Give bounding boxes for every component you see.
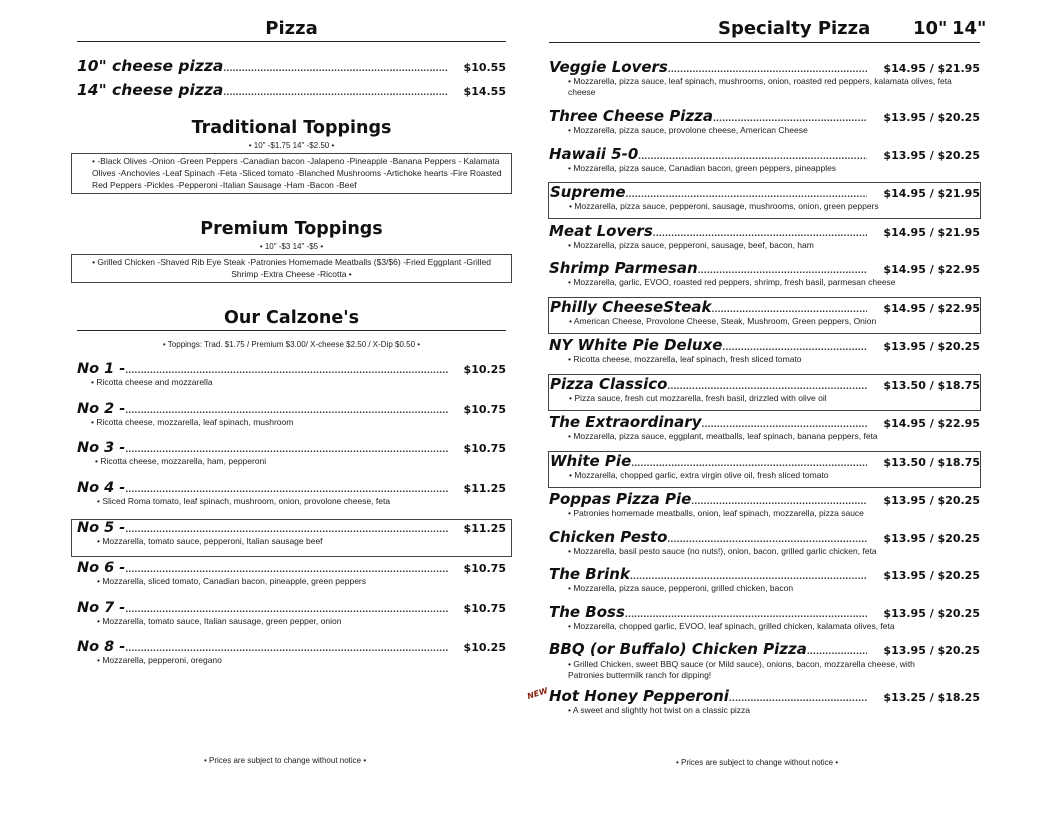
list-item [71, 519, 512, 557]
item-description: • Mozzarella, sliced tomato, Canadian bacon, pineapple, green peppers [97, 576, 367, 586]
item-description: • American Cheese, Provolone Cheese, Steak, Mushroom, Green peppers, Onion [569, 315, 877, 326]
traditional-toppings-prices: • 10" -$1.75 14" -$2.50 • [248, 141, 335, 150]
dot-leader [626, 189, 868, 200]
dot-leader [807, 646, 868, 657]
list-item [549, 145, 980, 183]
item-description: • Mozzarella, pizza sauce, pepperoni, sausage, beef, bacon, ham [568, 239, 814, 250]
item-description: • Ricotta cheese, mozzarella, ham, pepperoni [95, 456, 267, 466]
item-description: • Mozzarella, pizza sauce, eggplant, meatballs, leaf spinach, banana peppers, feta [568, 431, 878, 441]
item-price: $10.55 [463, 61, 506, 74]
item-description: • A sweet and slightly hot twist on a classic pizza [568, 705, 751, 715]
item-name: Meat Lovers [549, 221, 653, 240]
item-name: The Brink [549, 565, 630, 583]
item-name: White Pie [550, 451, 632, 470]
list-item [548, 182, 981, 219]
item-price: $14.95 / $21.95 [883, 225, 980, 239]
list-item [77, 401, 506, 441]
dot-leader [630, 571, 867, 582]
list-item [549, 222, 980, 260]
dot-leader [667, 534, 867, 545]
dot-leader [711, 304, 867, 315]
item-price: $13.95 / $20.25 [883, 494, 980, 507]
dot-leader [698, 265, 868, 276]
item-price: $13.95 / $20.25 [883, 148, 980, 162]
item-name: Philly CheeseSteak [550, 297, 712, 316]
item-name: 10" cheese pizza [77, 57, 224, 75]
item-description: • Mozzarella, chopped garlic, extra virgin olive oil, fresh sliced tomato [569, 469, 829, 480]
premium-toppings-heading: Premium Toppings [200, 219, 383, 239]
item-price: $14.95 / $22.95 [883, 263, 980, 276]
list-item [549, 58, 980, 107]
list-item [549, 107, 980, 145]
item-price: $14.55 [463, 85, 506, 98]
list-item [549, 565, 980, 603]
item-price: $14.95 / $22.95 [883, 417, 980, 430]
list-item [549, 640, 980, 687]
dot-leader [125, 365, 447, 376]
size-10-label: 10" [913, 18, 948, 39]
dot-leader [691, 496, 867, 507]
item-name: No 7 - [77, 599, 126, 616]
dot-leader [125, 604, 447, 615]
item-description: • Mozzarella, tomato sauce, Italian sausage, green pepper, onion [97, 615, 342, 626]
dot-leader [631, 458, 867, 469]
list-item [549, 413, 980, 451]
item-price: $13.95 / $20.25 [883, 340, 980, 353]
item-description: • Ricotta cheese, mozzarella, leaf spinach, fresh sliced tomato [568, 354, 802, 364]
footer-note-right: • Prices are subject to change without notice • [676, 758, 839, 767]
item-name: BBQ (or Buffalo) Chicken Pizza [549, 640, 807, 658]
item-description: • Mozzarella, pizza sauce, provolone cheese, American Cheese [568, 125, 808, 135]
item-name: The Extraordinary [549, 413, 702, 431]
item-name: No 2 - [77, 400, 126, 417]
item-price: $10.25 [463, 363, 506, 376]
calzones-toppings-note: • Toppings: Trad. $1.75 / Premium $3.00/ X-cheese $2.50 / X-Dip $0.50 • [162, 340, 421, 349]
item-price: $13.95 / $20.25 [883, 569, 980, 582]
item-description: • Sliced Roma tomato, leaf spinach, mushroom, onion, provolone cheese, feta [97, 495, 391, 506]
dot-leader [125, 444, 447, 455]
new-badge: NEW [526, 685, 549, 702]
item-description: • Mozzarella, chopped garlic, EVOO, leaf spinach, grilled chicken, kalamata olives, feta [568, 620, 895, 631]
item-price: $14.95 / $21.95 [883, 62, 980, 75]
dot-leader [223, 63, 447, 74]
item-name: No 8 - [77, 639, 126, 655]
item-name: Poppas Pizza Pie [549, 490, 692, 508]
item-description: • Mozzarella, garlic, EVOO, roasted red peppers, shrimp, fresh basil, parmesan cheese [568, 277, 896, 287]
dot-leader [125, 405, 447, 416]
item-name: No 3 - [77, 440, 126, 456]
item-name: No 1 - [77, 361, 126, 377]
specialty-heading: Specialty Pizza [718, 18, 871, 39]
dot-leader [125, 564, 447, 575]
list-item [526, 685, 980, 725]
item-description: • Mozzarella, pizza sauce, Canadian bacon, green peppers, pineapples [568, 162, 837, 173]
dot-leader [701, 419, 867, 430]
list-item [77, 480, 506, 520]
item-price: $10.75 [463, 562, 506, 575]
traditional-toppings-list: • -Black Olives -Onion -Green Peppers -Canadian bacon -Jalapeno -Pineapple -Banana Peppers - Kalamata Olives -Anchovies -Leaf Spinach -Feta -Sliced tomato -Blanched Mushrooms -Artichoke hearts -Fire Roasted Red Peppers -Pickles -Pepperoni -Italian Sausage -Ham -Bacon -Beef [71, 153, 512, 194]
list-item [77, 440, 506, 480]
item-price: $10.75 [463, 402, 506, 416]
pizza-heading: Pizza [77, 18, 506, 42]
item-price: $13.95 / $20.25 [883, 644, 980, 657]
dot-leader [729, 693, 868, 704]
dot-leader [653, 228, 868, 239]
dot-leader [125, 524, 447, 535]
item-price: $10.75 [463, 442, 506, 455]
dot-leader [722, 342, 867, 353]
item-price: $13.50 / $18.75 [883, 378, 980, 392]
item-price: $10.25 [463, 641, 506, 654]
item-name: Supreme [550, 183, 626, 201]
item-price: $11.25 [463, 481, 506, 495]
item-name: Shrimp Parmesan [549, 259, 698, 277]
list-item [77, 361, 506, 401]
item-description: • Mozzarella, basil pesto sauce (no nuts!), onion, bacon, grilled garlic chicken, feta [568, 545, 877, 556]
item-name: Hot Honey Pepperoni [549, 687, 729, 705]
item-description: • Ricotta cheese and mozzarella [91, 377, 213, 387]
list-item [549, 336, 980, 374]
list-item [77, 639, 506, 679]
dot-leader [125, 643, 447, 654]
dot-leader [625, 609, 868, 620]
item-price: $14.95 / $21.95 [883, 187, 980, 200]
dot-leader [667, 381, 867, 392]
item-name: NY White Pie Deluxe [549, 336, 723, 354]
item-name: 14" cheese pizza [77, 81, 224, 99]
dot-leader [668, 64, 868, 75]
calzones-heading: Our Calzone's [77, 308, 506, 331]
dot-leader [223, 87, 447, 98]
list-item [549, 528, 980, 566]
item-price: $13.95 / $20.25 [883, 111, 980, 124]
dot-leader [713, 113, 867, 124]
specialty-header [549, 18, 987, 43]
item-description: • Patronies homemade meatballs, onion, leaf spinach, mozzarella, pizza sauce [568, 508, 864, 518]
item-name: Pizza Classico [550, 374, 668, 393]
item-description: • Mozzarella, pizza sauce, pepperoni, grilled chicken, bacon [568, 583, 794, 593]
item-price: $13.50 / $18.75 [883, 455, 980, 469]
item-name: Three Cheese Pizza [549, 107, 713, 125]
list-item [548, 374, 981, 411]
item-name: No 5 - [77, 520, 126, 536]
premium-toppings-prices: • 10" -$3 14" -$5 • [259, 242, 324, 251]
item-price: $13.95 / $20.25 [883, 531, 980, 545]
item-description: • Mozzarella, tomato sauce, pepperoni, Italian sausage beef [97, 536, 323, 546]
premium-toppings-list: • Grilled Chicken -Shaved Rib Eye Steak -Patronies Homemade Meatballs ($3/$6) -Fried Eggplant -Grilled Shrimp -Extra Cheese -Ricotta • [71, 254, 512, 283]
list-item [77, 560, 506, 600]
list-item [548, 297, 981, 334]
item-price: $11.25 [463, 522, 506, 535]
dot-leader [638, 151, 867, 162]
list-item [549, 603, 980, 641]
item-name: Hawaii 5-0 [549, 144, 639, 163]
item-description: • Pizza sauce, fresh cut mozzarella, fresh basil, drizzled with olive oil [569, 392, 827, 403]
footer-note-left: • Prices are subject to change without notice • [204, 756, 367, 765]
item-description: • Mozzarella, pizza sauce, leaf spinach, mushrooms, onion, roasted red peppers, kalamata olives, feta cheese [568, 76, 952, 97]
item-name: No 6 - [77, 560, 126, 576]
traditional-toppings-heading: Traditional Toppings [191, 118, 392, 138]
item-price: $10.75 [463, 601, 506, 615]
item-price: $13.25 / $18.25 [883, 691, 980, 704]
list-item [549, 490, 980, 528]
menu-item [77, 57, 506, 81]
list-item [548, 451, 981, 488]
item-price: $13.95 / $20.25 [883, 606, 980, 620]
list-item [77, 600, 506, 640]
item-description: • Grilled Chicken, sweet BBQ sauce (or Mild sauce), onions, bacon, mozzarella cheese, with Patronies buttermilk ranch for dipping! [568, 659, 915, 680]
list-item [549, 259, 980, 297]
item-price: $14.95 / $22.95 [883, 301, 980, 315]
item-description: • Mozzarella, pizza sauce, pepperoni, sausage, mushrooms, onion, green peppers [569, 201, 879, 211]
item-name: The Boss [549, 602, 625, 621]
calzone-list [77, 361, 506, 679]
item-name: Chicken Pesto [549, 527, 668, 546]
item-name: No 4 - [77, 479, 126, 496]
left-column [71, 18, 512, 679]
dot-leader [125, 484, 447, 495]
item-name: Veggie Lovers [549, 58, 668, 76]
item-description: • Ricotta cheese, mozzarella, leaf spinach, mushroom [91, 416, 294, 427]
item-description: • Mozzarella, pepperoni, oregano [97, 655, 222, 665]
size-14-label: 14" [952, 18, 987, 39]
menu-item [77, 81, 506, 105]
right-column [526, 18, 987, 725]
